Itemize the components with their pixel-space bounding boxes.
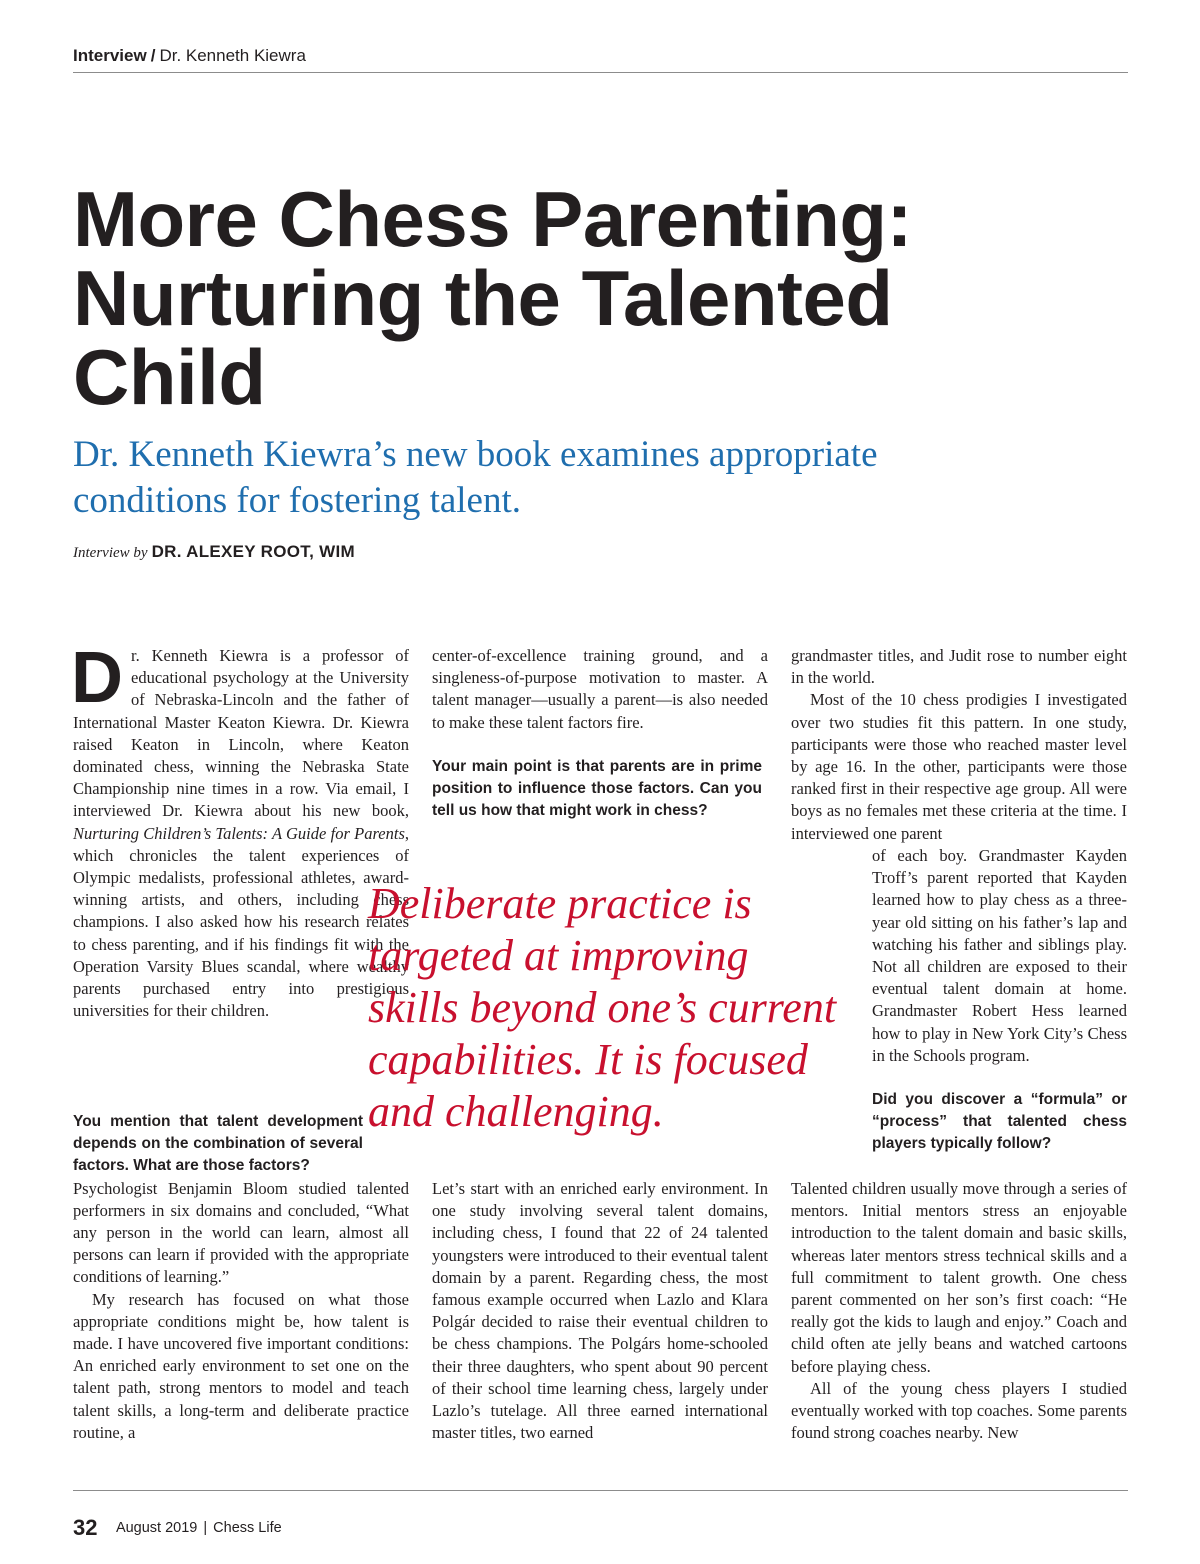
pull-quote bbox=[368, 878, 848, 1138]
body-paragraph: All of the young chess players I studied eventually worked with top coaches. Some parents found strong coaches nearby. New bbox=[791, 1378, 1127, 1443]
body-paragraph: Talented children usually move through a series of mentors. Initial mentors stress an enjoyable introduction to the talent domain and basic skills, whereas later mentors stress technical skills and a full commitment to talent growth. One chess parent commented on her son’s first coach: “He really got the kids to laugh and enjoy.” Coach and child often ate jelly beans and watched cartoons before playing chess. bbox=[791, 1179, 1127, 1376]
title-line: Nurturing the Talented bbox=[73, 254, 893, 342]
header-person: Dr. Kenneth Kiewra bbox=[159, 46, 306, 65]
answer-paragraph: My research has focused on what those appropriate conditions might be, how talent is made. I have uncovered five important conditions: An enriched early environment to set one on the talent path, strong mentors to model and teach talent skills, a long-term and deliberate practice routine, a bbox=[73, 1289, 409, 1442]
pull-quote-line: skills beyond one’s current bbox=[368, 983, 837, 1032]
footer-info bbox=[116, 1520, 282, 1536]
column-2 bbox=[432, 645, 768, 822]
body-paragraph: of each boy. Grandmaster Kayden Troff’s parent reported that Kayden learned how to play chess as a three-year old sitting on his father’s lap and watching his father and siblings play. Not all children are exposed to their eventual talent domain at home. Grandmaster Robert Hess learned how to play in New York City’s Chess in the Schools program. bbox=[872, 846, 1127, 1065]
header-rule bbox=[73, 72, 1128, 73]
title-line: More Chess Parenting: bbox=[73, 175, 913, 263]
book-title: Nurturing Children’s Talents: A Guide for Parents bbox=[73, 823, 405, 843]
section-label: Interview bbox=[73, 46, 147, 65]
pull-quote-line: targeted at improving bbox=[368, 931, 749, 980]
article-title bbox=[73, 175, 1133, 421]
footer-separator: | bbox=[203, 1520, 208, 1536]
byline-name: DR. ALEXEY ROOT, WIM bbox=[151, 542, 355, 561]
question-heading: Did you discover a “formula” or “process” that talented chess players typically follow? bbox=[872, 1091, 1127, 1153]
body-paragraph: grandmaster titles, and Judit rose to number eight in the world. bbox=[791, 646, 1127, 688]
pull-quote-line: capabilities. It is focused bbox=[368, 1035, 808, 1084]
pull-quote-line: and challenging. bbox=[368, 1087, 664, 1136]
article-deck bbox=[73, 432, 1133, 524]
column-3 bbox=[791, 645, 1127, 845]
column-1 bbox=[71, 638, 409, 1022]
footer-rule bbox=[73, 1490, 1128, 1491]
page-number: 32 bbox=[73, 1515, 98, 1540]
section-slash: / bbox=[150, 46, 156, 65]
page-footer bbox=[73, 1515, 282, 1541]
column-2-lower bbox=[432, 1178, 768, 1444]
intro-text: r. Kenneth Kiewra is a professor of educational psychology at the University of Nebraska-Lincoln and the father of International Master Keaton Kiewra. Dr. Kiewra raised Keaton in Lincoln, where Keaton dominated chess, winning the Nebraska State Championship nine times in a row. Via email, I interviewed Dr. Kiewra about his new book, bbox=[73, 646, 409, 821]
answer-paragraph: Psychologist Benjamin Bloom studied talented performers in six domains and concluded, “What any person in the world can learn, almost all persons can learn if provided with the appropriate conditions of learning.” bbox=[73, 1178, 409, 1287]
body-paragraph: Most of the 10 chess prodigies I investigated over two studies fit this pattern. In one study, participants were those who reached master level by age 16. In the other, participants were those ranked first in their respective age group. All were boys as no females met these criteria at the time. I interviewed one parent bbox=[791, 690, 1127, 843]
byline-prefix: Interview by bbox=[73, 545, 148, 561]
deck-line: Dr. Kenneth Kiewra’s new book examines appropriate bbox=[73, 434, 878, 475]
title-line: Child bbox=[73, 333, 266, 421]
intro-paragraph bbox=[71, 638, 409, 1022]
running-head bbox=[73, 46, 306, 66]
column-3-lower bbox=[791, 1178, 1127, 1444]
magazine-name: Chess Life bbox=[213, 1520, 282, 1536]
column-1-lower bbox=[73, 1111, 409, 1444]
pull-quote-line: Deliberate practice is bbox=[368, 879, 752, 928]
deck-line: conditions for fostering talent. bbox=[73, 480, 522, 521]
question-heading: Your main point is that parents are in prime position to influence those factors. Can you tell us how that might work in chess? bbox=[432, 757, 762, 820]
byline bbox=[73, 542, 355, 562]
question-heading: You mention that talent development depends on the combination of several factors. What are those factors? bbox=[73, 1113, 363, 1175]
intro-text-cont: , which chronicles the talent experiences of Olympic medalists, professional athletes, award-winning artists, and others, including chess champions. I also asked how his research relates to chess parenting, and if his findings fit with the Operation Varsity Blues scandal, where wealthy parents purchased entry into prestigious universities for their children. bbox=[73, 823, 409, 1021]
column-3-wrap bbox=[872, 845, 1127, 1156]
body-paragraph: center-of-excellence training ground, and a singleness-of-purpose motivation to master. A talent manager—usually a parent—is also needed to make these talent factors fire. bbox=[432, 646, 768, 732]
body-paragraph: Let’s start with an enriched early environment. In one study involving several talent domains, including chess, I found that 22 of 24 talented youngsters were introduced to their eventual talent domain by a parent. Regarding chess, the most famous example occurred when Lazlo and Klara Polgár decided to raise their eventual children to be chess champions. The Polgárs home-schooled their three daughters, who spent about 90 percent of their school time learning chess, largely under Lazlo’s tutelage. All three earned international master titles, two earned bbox=[432, 1179, 768, 1443]
issue-date: August 2019 bbox=[115, 1520, 198, 1536]
drop-cap: D bbox=[71, 638, 123, 718]
